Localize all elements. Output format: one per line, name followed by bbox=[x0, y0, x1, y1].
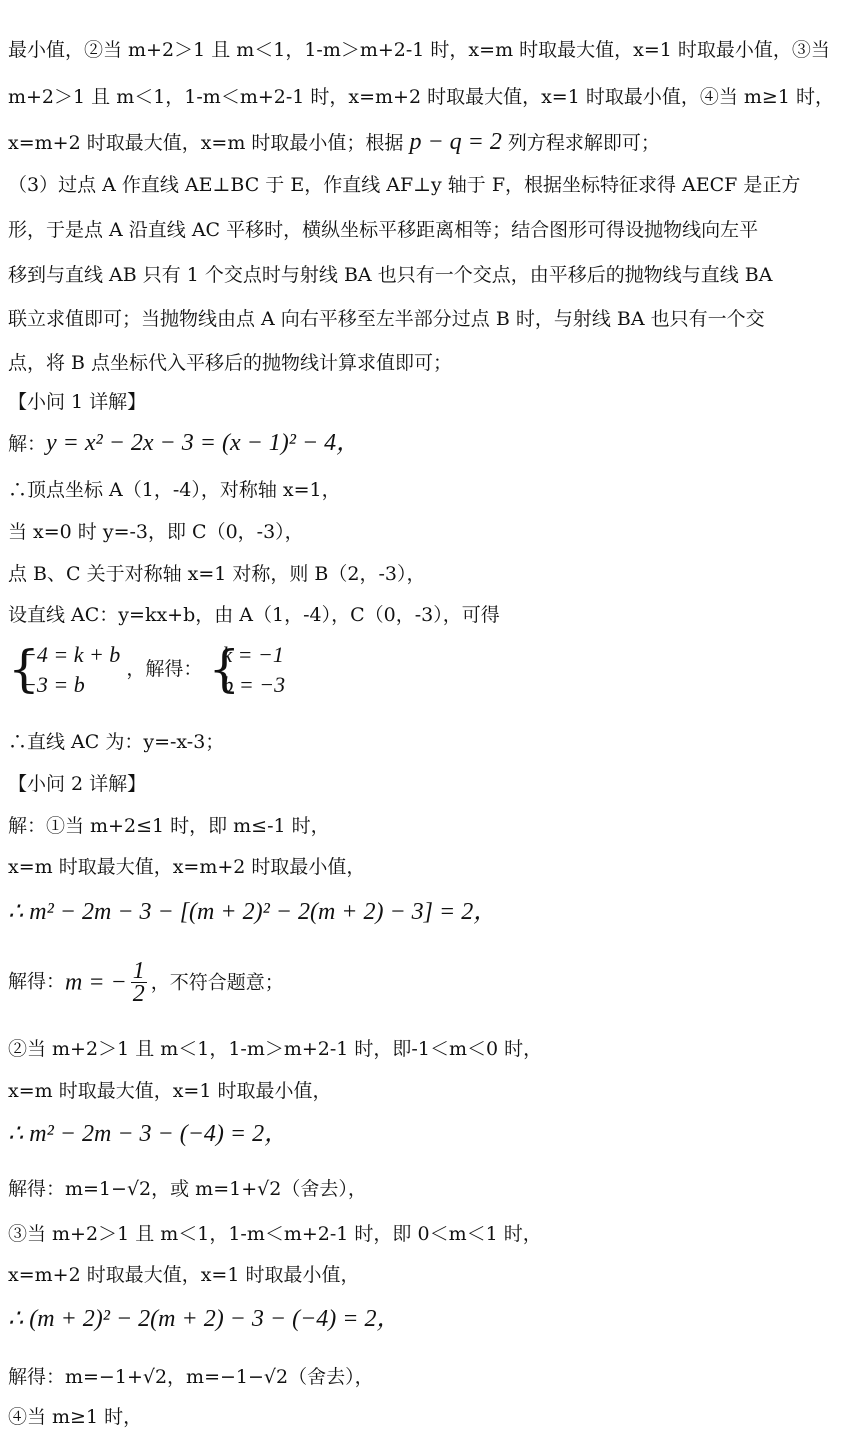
math-expression: m = − bbox=[65, 969, 127, 996]
fraction-numerator: 1 bbox=[132, 958, 145, 984]
equation-system-line bbox=[8, 640, 838, 706]
fraction-denominator: 2 bbox=[132, 981, 145, 1007]
brace-icon: { bbox=[208, 640, 241, 698]
text-line: x=m 时取最大值，x=m+2 时取最小值， bbox=[8, 856, 366, 878]
math-expression: p − q = 2 bbox=[409, 129, 502, 155]
text-line bbox=[8, 130, 838, 155]
text-segment: 列方程求解即可； bbox=[501, 132, 660, 154]
math-line: ∴ m² − 2m − 3 − [(m + 2)² − 2(m + 2) − 3] = 2， bbox=[8, 899, 498, 925]
text-line: m+2＞1 且 m＜1，1-m＜m+2-1 时，x=m+2 时取最大值，x=1 时取最小值，④当 m≥1 时， bbox=[8, 86, 834, 108]
text-line: （3）过点 A 作直线 AE⊥BC 于 E，作直线 AF⊥y 轴于 F，根据坐标特征求得 AECF 是正方 bbox=[8, 174, 801, 196]
text-line: x=m 时取最大值，x=1 时取最小值， bbox=[8, 1080, 332, 1102]
text-line bbox=[8, 431, 838, 456]
math-line: ∴ (m + 2)² − 2(m + 2) − 3 − (−4) = 2， bbox=[8, 1306, 401, 1332]
text-line: 解：①当 m+2≤1 时，即 m≤-1 时， bbox=[8, 815, 330, 837]
equation-row: b = −3 bbox=[222, 672, 286, 697]
text-line: 移到与直线 AB 只有 1 个交点时与射线 BA 也只有一个交点，由平移后的抛物线与直线 BA bbox=[8, 264, 773, 286]
text-line: x=m+2 时取最大值，x=1 时取最小值， bbox=[8, 1264, 360, 1286]
text-line: ∴顶点坐标 A（1，-4），对称轴 x=1， bbox=[8, 479, 341, 501]
text-segment: ，不符合题意； bbox=[150, 971, 284, 994]
section-heading: 【小问 2 详解】 bbox=[8, 773, 147, 795]
text-line: ∴直线 AC 为：y=-x-3； bbox=[8, 731, 225, 753]
brace-icon: { bbox=[8, 640, 40, 698]
equation-system bbox=[208, 640, 285, 700]
text-segment: x=m+2 时取最大值，x=m 时取最小值；根据 bbox=[8, 132, 410, 154]
fraction bbox=[131, 960, 147, 1005]
math-line: ∴ m² − 2m − 3 − (−4) = 2， bbox=[8, 1121, 289, 1147]
text-line: 解得：m=1−√2，或 m=1+√2（舍去）， bbox=[8, 1178, 367, 1200]
text-line: 点 B、C 关于对称轴 x=1 对称，则 B（2，-3）， bbox=[8, 563, 426, 585]
text-line: 点，将 B 点坐标代入平移后的抛物线计算求值即可； bbox=[8, 352, 453, 374]
text-line bbox=[8, 960, 838, 1020]
equation-row: k = −1 bbox=[222, 642, 284, 667]
text-line: 当 x=0 时 y=-3，即 C（0，-3）， bbox=[8, 521, 304, 543]
section-heading: 【小问 1 详解】 bbox=[8, 391, 147, 413]
text-segment: 解： bbox=[8, 433, 47, 455]
text-line: ②当 m+2＞1 且 m＜1，1-m＞m+2-1 时，即-1＜m＜0 时， bbox=[8, 1038, 543, 1060]
text-line: 联立求值即可；当抛物线由点 A 向右平移至左半部分过点 B 时，与射线 BA 也只有一个交 bbox=[8, 308, 765, 330]
equation-row: −4 = k + b bbox=[22, 642, 121, 667]
text-line: ③当 m+2＞1 且 m＜1，1-m＜m+2-1 时，即 0＜m＜1 时， bbox=[8, 1223, 542, 1245]
text-line: ④当 m≥1 时， bbox=[8, 1406, 143, 1428]
text-segment: ，解得： bbox=[126, 658, 203, 680]
text-line: 形，于是点 A 沿直线 AC 平移时，横纵坐标平移距离相等；结合图形可得设抛物线向左平 bbox=[8, 219, 759, 241]
equation-row: −3 = b bbox=[22, 672, 85, 697]
equation-system bbox=[8, 640, 120, 700]
text-line: 解得：m=−1+√2，m=−1−√2（舍去）， bbox=[8, 1366, 374, 1388]
math-expression: y = x² − 2x − 3 = (x − 1)² − 4， bbox=[46, 430, 361, 456]
text-line: 最小值，②当 m+2＞1 且 m＜1，1-m＞m+2-1 时，x=m 时取最大值，x=1 时取最小值，③当 bbox=[8, 39, 830, 61]
text-segment: 解得： bbox=[8, 970, 66, 993]
text-line: 设直线 AC：y=kx+b，由 A（1，-4），C（0，-3），可得 bbox=[8, 604, 500, 626]
